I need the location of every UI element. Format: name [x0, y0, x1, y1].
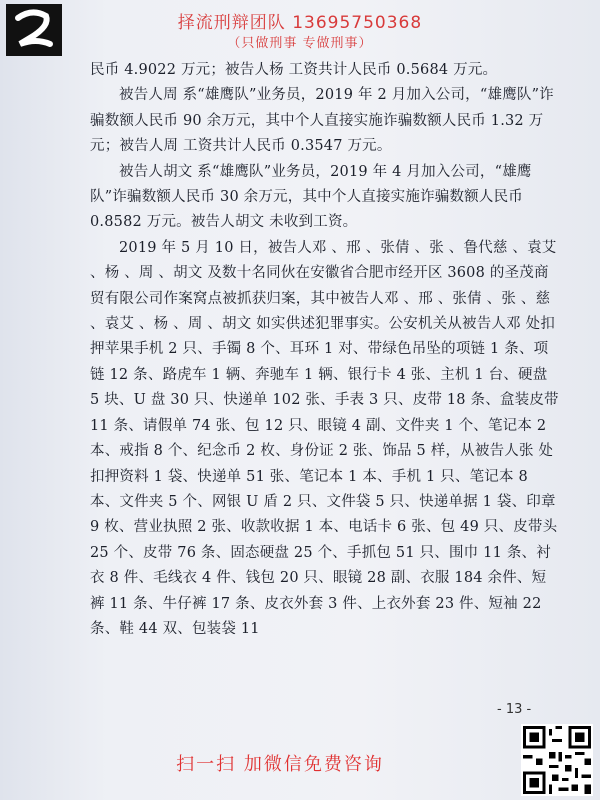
footer-cta: 扫一扫 加微信免费咨询: [176, 754, 384, 775]
paragraph-4: 2019 年 5 月 10 日，被告人邓 、邢 、张倩 、张 、鲁代慈 、袁艾 、杨 、周 、胡文 及数十名同伙在安徽省合肥市经开区 3608 的圣茂商贸有限公司作案窝点被抓获归案，其中被告人邓 、邢 、张倩 、张 、慈 、袁艾 、杨 、周 、胡文 如实供述犯罪事实。公安机关从被告人邓 处扣押苹果手机 2 只、手镯 8 个、耳环 1 对、带绿色吊坠的项链 1 条、项链 12 条、路虎车 1 辆、奔驰车 1 辆、银行卡 4 张、主机 1 台、硬盘 5 块、U 盘 30 只、快递单 102 张、手表 3 只、皮带 18 条、盒装皮带 11 条、请假单 74 张、包 12 只、眼镜 4 副、文件夹 1 个、笔记本 2 本、戒指 8 个、纪念币 2 枚、身份证 2 张、饰品 5 样，从被告人张 处扣押资料 1 袋、快递单 51 张、笔记本 1 本、手机 1 只、笔记本 8 本、文件夹 5 个、网银 U 盾 2 只、文件袋 5 只、快递单据 1 袋、印章 9 枚、营业执照 2 张、收款收据 1 本、电话卡 6 张、包 49 只、皮带头 25 个、皮带 76 条、固态硬盘 25 个、手抓包 51 只、围巾 11 条、衬衣 8 件、毛线衣 4 件、钱包 20 只、眼镜 28 副、衣服 184 余件、短裤 11 条、牛仔裤 17 条、皮衣外套 3 件、上衣外套 23 件、短袖 22 条、鞋 44 双、包装袋 11: [90, 239, 559, 637]
qr-code-icon[interactable]: [521, 724, 593, 796]
header-title: 择流刑辩团队 13695750368: [177, 13, 423, 33]
document-body: [90, 58, 560, 642]
paragraph-3: 被告人胡文 系“雄鹰队”业务员，2019 年 4 月加入公司，“雄鹰队”诈骗数额人民币 30 余万元，其中个人直接实施诈骗数额人民币 0.8582 万元。被告人胡文 未收到工资。: [90, 163, 532, 231]
page-number: - 13 -: [497, 702, 532, 717]
paragraph-2: 被告人周 系“雄鹰队”业务员，2019 年 2 月加入公司，“雄鹰队”诈骗数额人民币 90 余万元，其中个人直接实施诈骗数额人民币 1.32 万元；被告人周 工资共计人民币 0.3547 万元。: [90, 87, 554, 155]
header-subtitle: （只做刑事 专做刑事）: [227, 36, 373, 51]
paragraph-1: 民币 4.9022 万元；被告人杨 工资共计人民币 0.5684 万元。: [90, 62, 498, 78]
